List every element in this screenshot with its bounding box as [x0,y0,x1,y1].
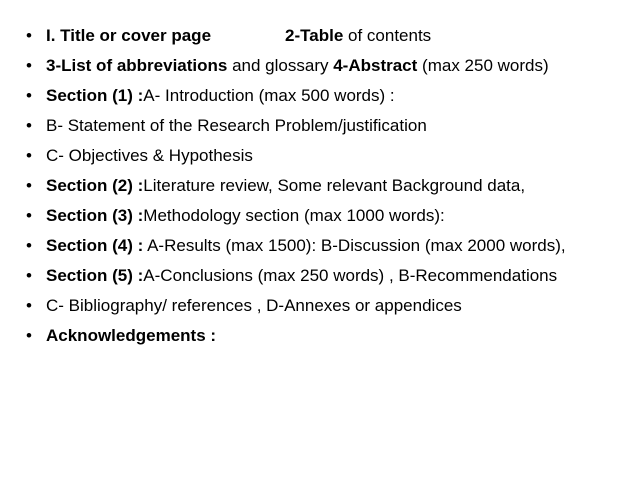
item-bold-text: Acknowledgements : [46,326,217,345]
item-bold-text: Section (2) : [46,176,144,195]
item-bold-text-2: 4-Abstract [333,56,418,75]
item-bold-text: 3-List of abbreviations [46,56,228,75]
item-text: of contents [343,26,432,45]
list-item-section-1 [24,84,624,108]
bullet-icon: • [26,326,32,345]
item-text: Methodology section (max 1000 words): [143,206,445,225]
list-item-research-problem [24,114,624,138]
list-item-acknowledgements [24,324,624,348]
item-bold-text: I. Title or cover page [46,26,212,45]
item-text: A-Conclusions (max 250 words) , B-Recommendations [143,266,558,285]
list-item-section-5 [24,264,624,288]
item-text: and glossary [227,56,334,75]
bullet-icon: • [26,56,32,75]
list-item-section-4 [24,234,624,258]
item-text: B- Statement of the Research Problem/justification [46,116,427,135]
list-item-section-2 [24,174,624,198]
list-item-objectives [24,144,624,168]
bullet-icon: • [26,26,32,45]
bullet-icon: • [26,266,32,285]
bullet-icon: • [26,86,32,105]
item-text: C- Bibliography/ references , D-Annexes or appendices [46,296,462,315]
item-bold-text-2: 2-Table [285,26,344,45]
list-item-bibliography [24,294,624,318]
item-bold-text: Section (3) : [46,206,144,225]
bullet-icon: • [26,236,32,255]
bullet-icon: • [26,116,32,135]
item-text: Literature review, Some relevant Background data, [143,176,526,195]
bullet-icon: • [26,296,32,315]
item-bold-text: Section (4) : [46,236,144,255]
bullet-icon: • [26,146,32,165]
item-bold-text: Section (1) : [46,86,144,105]
bullet-icon: • [26,176,32,195]
list-item-abbreviations [24,54,624,78]
content-bullet-list [24,24,624,354]
item-text-2: (max 250 words) [417,56,549,75]
item-text: A-Results (max 1500): B-Discussion (max 2000 words), [143,236,566,255]
list-item-title-cover [24,24,624,48]
bullet-icon: • [26,206,32,225]
item-bold-text: Section (5) : [46,266,144,285]
item-text: C- Objectives & Hypothesis [46,146,253,165]
list-item-section-3 [24,204,624,228]
item-text: A- Introduction (max 500 words) : [143,86,395,105]
